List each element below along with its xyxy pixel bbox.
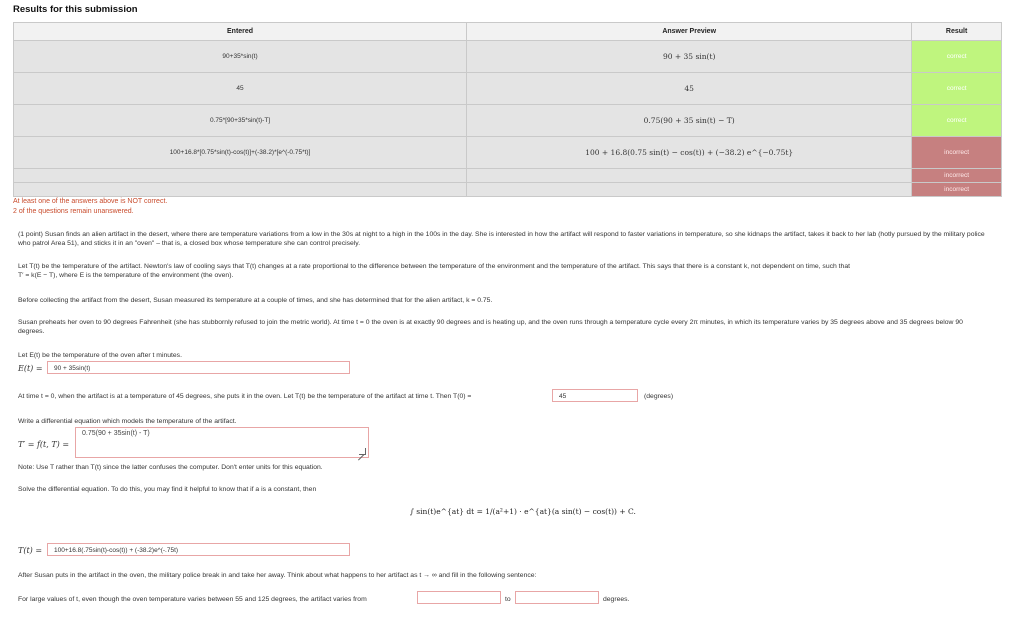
results-table xyxy=(13,22,1002,197)
result-cell: correct xyxy=(912,73,1002,105)
entered-cell: 90+35*sin(t) xyxy=(14,41,467,73)
let-e-text: Let E(t) be the temperature of the oven after t minutes. xyxy=(18,352,182,359)
after-text: After Susan puts in the artifact in the oven, the military police break in and take her away. Think about what happens to her artifact as t → ∞ and fill in the following sentence: xyxy=(18,572,537,579)
newton-text: Let T(t) be the temperature of the artifact. Newton's law of cooling says that T(t) changes at a rate proportional to the difference between the temperature of the environment and the temperature of the artifact. This says that there is a constant k, not dependent on time, such that xyxy=(18,263,850,270)
solve-text: Solve the differential equation. To do this, you may find it helpful to know that if a is a constant, then xyxy=(18,486,317,493)
page-title: Results for this submission xyxy=(13,4,138,15)
large-values-text: For large values of t, even though the oven temperature varies between 55 and 125 degrees, the artifact varies from xyxy=(18,596,367,603)
integral-formula-text: ∫ sin(t)e^{at} dt = 1/(a²+1) · e^{at}(a sin(t) − cos(t)) + C. xyxy=(410,507,636,516)
de-answer-text: 0.75(90 + 35sin(t) - T) xyxy=(82,430,150,437)
to-text: to xyxy=(505,596,511,603)
entered-cell: 0.75*[90+35*sin(t)-T] xyxy=(14,105,467,137)
tt-label: T(t) = xyxy=(18,546,43,555)
t0-answer-field[interactable]: 45 xyxy=(552,389,638,402)
col-header-entered: Entered xyxy=(14,23,467,41)
preview-cell xyxy=(467,183,912,197)
newton-equation: T′ = k(E − T), where E is the temperature of the environment (the oven). xyxy=(18,272,234,279)
table-row xyxy=(14,105,1002,137)
warning-not-correct: At least one of the answers above is NOT correct. xyxy=(13,198,168,205)
before-text: Before collecting the artifact from the desert, Susan measured its temperature at a couple of times, and she has determined that for the alien artifact, k = 0.75. xyxy=(18,297,493,304)
range-from-field[interactable] xyxy=(417,591,501,604)
result-cell: correct xyxy=(912,105,1002,137)
range-to-field[interactable] xyxy=(515,591,599,604)
result-cell: incorrect xyxy=(912,137,1002,169)
preview-cell: 100 + 16.8(0.75 sin(t) − cos(t)) + (−38.2) e^{−0.75t} xyxy=(467,137,912,169)
result-cell: correct xyxy=(912,41,1002,73)
preview-cell: 0.75(90 + 35 sin(t) − T) xyxy=(467,105,912,137)
col-header-preview: Answer Preview xyxy=(467,23,912,41)
integral-formula xyxy=(410,507,636,516)
table-row xyxy=(14,137,1002,169)
t0-unit: (degrees) xyxy=(644,393,674,400)
preheat-text: Susan preheats her oven to 90 degrees Fahrenheit (she has stubbornly refused to join the metric world). At time t = 0 the oven is at exactly 90 degrees and is heating up, and the oven runs through a temperature cycle every 2π minutes, in which its temperature varies by 35 degrees above and 35 degrees below 90 degrees. xyxy=(18,319,963,335)
table-row xyxy=(14,41,1002,73)
preview-cell: 90 + 35 sin(t) xyxy=(467,41,912,73)
table-row xyxy=(14,169,1002,183)
problem-intro: (1 point) Susan finds an alien artifact in the desert, where there are temperature variations from a low in the 30s at night to a high in the 100s in the day. She is interested in how the artifact will respond to faster variations in temperature, so she kidnaps the artifact, takes it back to her lab (hotly pursued by the military police who patrol Area 51), and sticks it in an "oven" – that is, a closed box whose temperature she can control precisely. xyxy=(18,231,985,247)
col-header-result: Result xyxy=(912,23,1002,41)
tt-answer-field[interactable]: 100+16.8(.75sin(t)-cos(t)) + (-38.2)e^(-.75t) xyxy=(47,543,350,556)
preview-cell: 45 xyxy=(467,73,912,105)
entered-cell xyxy=(14,183,467,197)
write-de-text: Write a differential equation which models the temperature of the artifact. xyxy=(18,418,237,425)
entered-cell xyxy=(14,169,467,183)
table-row xyxy=(14,183,1002,197)
time-zero-text: At time t = 0, when the artifact is at a temperature of 45 degrees, she puts it in the oven. Let T(t) be the temperature of the artifact at time t. Then T(0) = xyxy=(18,393,472,400)
entered-cell: 45 xyxy=(14,73,467,105)
e-answer-field[interactable]: 90 + 35sin(t) xyxy=(47,361,350,374)
e-label: E(t) = xyxy=(18,364,43,373)
result-cell: incorrect xyxy=(912,183,1002,197)
preview-cell xyxy=(467,169,912,183)
entered-cell: 100+16.8*[0.75*sin(t)-cos(t)]+(-38.2)*[e^(-0.75*t)] xyxy=(14,137,467,169)
note-text: Note: Use T rather than T(t) since the latter confuses the computer. Don't enter units for this equation. xyxy=(18,464,323,471)
table-row xyxy=(14,73,1002,105)
result-cell: incorrect xyxy=(912,169,1002,183)
warning-unanswered: 2 of the questions remain unanswered. xyxy=(13,208,134,215)
de-answer-textarea[interactable] xyxy=(75,427,369,458)
resize-grip-icon[interactable] xyxy=(359,448,366,455)
degrees-text: degrees. xyxy=(603,596,630,603)
tprime-label: T′ = f(t, T) = xyxy=(18,440,70,449)
